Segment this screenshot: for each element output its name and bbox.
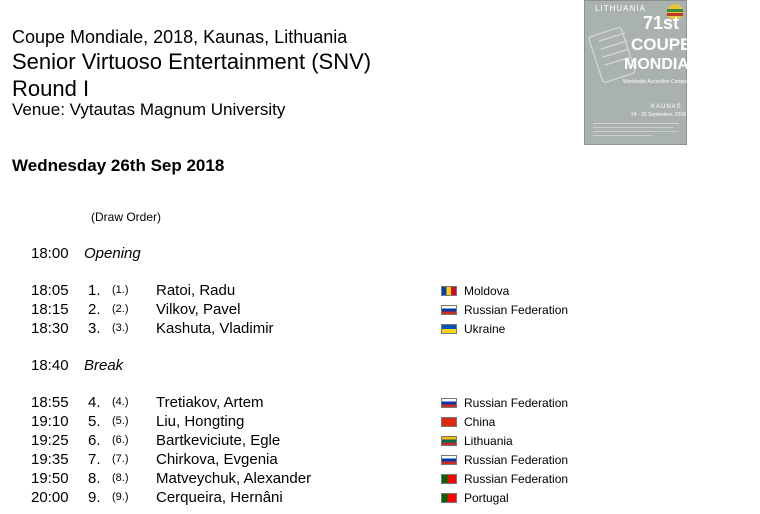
row-time: 19:50 <box>31 470 69 487</box>
portugal-flag-icon <box>441 493 457 503</box>
date-heading: Wednesday 26th Sep 2018 <box>12 156 225 175</box>
ukraine-flag-icon <box>441 324 457 334</box>
row-draw: (3.) <box>112 322 129 334</box>
row-draw: (5.) <box>112 415 129 427</box>
table-row <box>0 282 760 301</box>
lithuania-flag-icon <box>441 436 457 446</box>
row-time: 19:25 <box>31 432 69 449</box>
moldova-flag-icon <box>441 286 457 296</box>
row-time: 18:55 <box>31 394 69 411</box>
row-time: 18:40 <box>31 357 69 374</box>
row-number: 2. <box>88 301 101 318</box>
row-draw: (2.) <box>112 303 129 315</box>
table-row <box>0 432 760 451</box>
row-time: 19:10 <box>31 413 69 430</box>
row-name: Liu, Hongting <box>156 413 245 430</box>
row-time: 18:30 <box>31 320 69 337</box>
russia-flag-icon <box>441 455 457 465</box>
table-row <box>0 301 760 320</box>
row-country: Russian Federation <box>464 453 569 467</box>
poster-city: KAUNAS <box>651 104 682 110</box>
row-name: Ratoi, Radu <box>156 282 236 299</box>
poster-country: LITHUANIA <box>595 4 646 13</box>
schedule-row-opening <box>0 245 760 264</box>
row-country: China <box>464 415 496 429</box>
row-number: 5. <box>88 413 101 430</box>
row-draw: (4.) <box>112 396 129 408</box>
row-number: 7. <box>88 451 101 468</box>
row-time: 18:15 <box>31 301 69 318</box>
table-row <box>0 320 760 339</box>
row-name: Bartkeviciute, Egle <box>156 432 281 449</box>
row-number: 9. <box>88 489 101 506</box>
row-time: 18:00 <box>31 245 69 262</box>
row-draw: (9.) <box>112 491 129 503</box>
table-row <box>0 470 760 489</box>
row-name: Vilkov, Pavel <box>156 301 241 318</box>
row-name: Cerqueira, Hernâni <box>156 489 283 506</box>
venue-line: Venue: Vytautas Magnum University <box>12 100 286 119</box>
row-country: Russian Federation <box>464 303 569 317</box>
row-label: Opening <box>84 245 141 262</box>
row-number: 3. <box>88 320 101 337</box>
poster-coupe: COUPE <box>631 35 692 54</box>
row-country: Russian Federation <box>464 472 569 486</box>
table-row <box>0 451 760 470</box>
row-country: Lithuania <box>464 434 513 448</box>
event-poster <box>584 0 710 145</box>
row-name: Matveychuk, Alexander <box>156 470 312 487</box>
portugal-flag-icon <box>441 474 457 484</box>
schedule-row-break <box>0 357 760 376</box>
page-title: Senior Virtuoso Entertainment (SNV) <box>12 49 372 74</box>
row-name: Kashuta, Vladimir <box>156 320 274 337</box>
row-draw: (1.) <box>112 284 129 296</box>
russia-flag-icon <box>441 398 457 408</box>
row-time: 19:35 <box>31 451 69 468</box>
table-row <box>0 413 760 432</box>
poster-edition: 71st <box>643 13 680 33</box>
row-draw: (6.) <box>112 434 129 446</box>
row-country: Russian Federation <box>464 396 569 410</box>
table-row <box>0 489 760 508</box>
row-country: Moldova <box>464 284 510 298</box>
event-line: Coupe Mondiale, 2018, Kaunas, Lithuania <box>12 27 348 47</box>
round-title: Round I <box>12 76 90 101</box>
poster-subtitle: Worldwide Accordion Competition <box>623 79 698 85</box>
row-label: Break <box>84 357 124 374</box>
poster-dates: 24 - 30 September, 2018 <box>631 112 687 118</box>
row-country: Portugal <box>464 491 509 505</box>
draw-order-label: (Draw Order) <box>91 210 162 224</box>
row-number: 6. <box>88 432 101 449</box>
row-number: 4. <box>88 394 101 411</box>
poster-mondiale: MONDIALE <box>624 56 710 73</box>
row-number: 8. <box>88 470 101 487</box>
china-flag-icon <box>441 417 457 427</box>
row-time: 20:00 <box>31 489 69 506</box>
row-time: 18:05 <box>31 282 69 299</box>
row-number: 1. <box>88 282 101 299</box>
row-name: Chirkova, Evgenia <box>156 451 278 468</box>
row-draw: (7.) <box>112 453 129 465</box>
row-draw: (8.) <box>112 472 129 484</box>
row-name: Tretiakov, Artem <box>156 394 264 411</box>
table-row <box>0 394 760 413</box>
row-country: Ukraine <box>464 322 506 336</box>
russia-flag-icon <box>441 305 457 315</box>
